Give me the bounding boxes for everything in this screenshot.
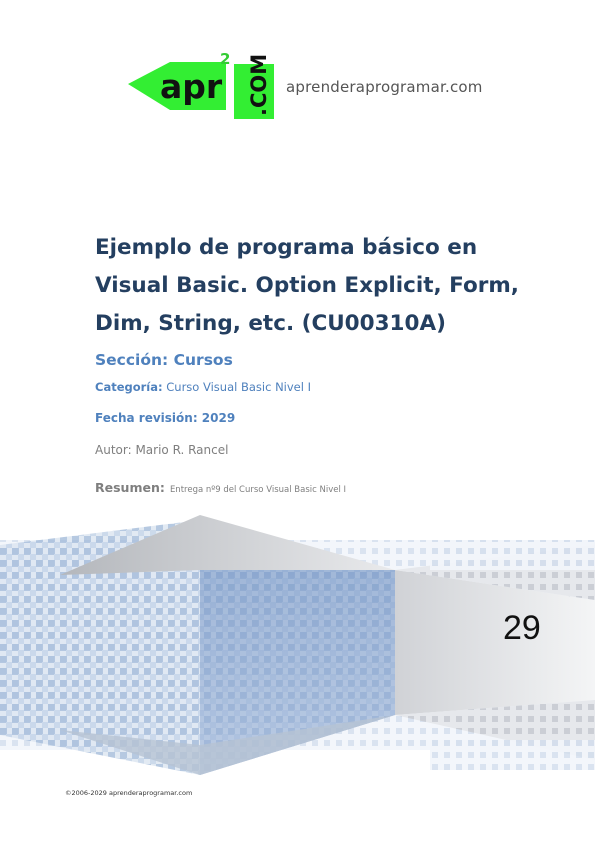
review-date-line: Fecha revisión: 2029 [95,411,236,425]
section-line: Sección: Cursos [95,351,233,369]
apr2-com-logo [128,52,278,122]
logo-word: apr [160,67,223,106]
site-name: aprenderaprogramar.com [286,78,483,96]
logo-superscript: 2 [220,52,231,68]
summary-value: Entrega nº9 del Curso Visual Basic Nivel I [169,485,347,495]
copyright-footer: ©2006-2029 aprenderaprogramar.com [65,789,193,797]
page-number: 29 [503,609,541,647]
summary-label: Resumen: [95,480,165,495]
logo-domain-badge: .COM [247,53,271,116]
category-label: Categoría: [95,380,163,394]
summary-line [95,477,346,496]
category-line [95,380,311,394]
author-line: Autor: Mario R. Rancel [95,443,229,457]
category-value: Curso Visual Basic Nivel I [166,380,312,394]
document-title: Ejemplo de programa básico en Visual Basic. Option Explicit, Form, Dim, String, etc. (CU00310A) [95,235,519,336]
